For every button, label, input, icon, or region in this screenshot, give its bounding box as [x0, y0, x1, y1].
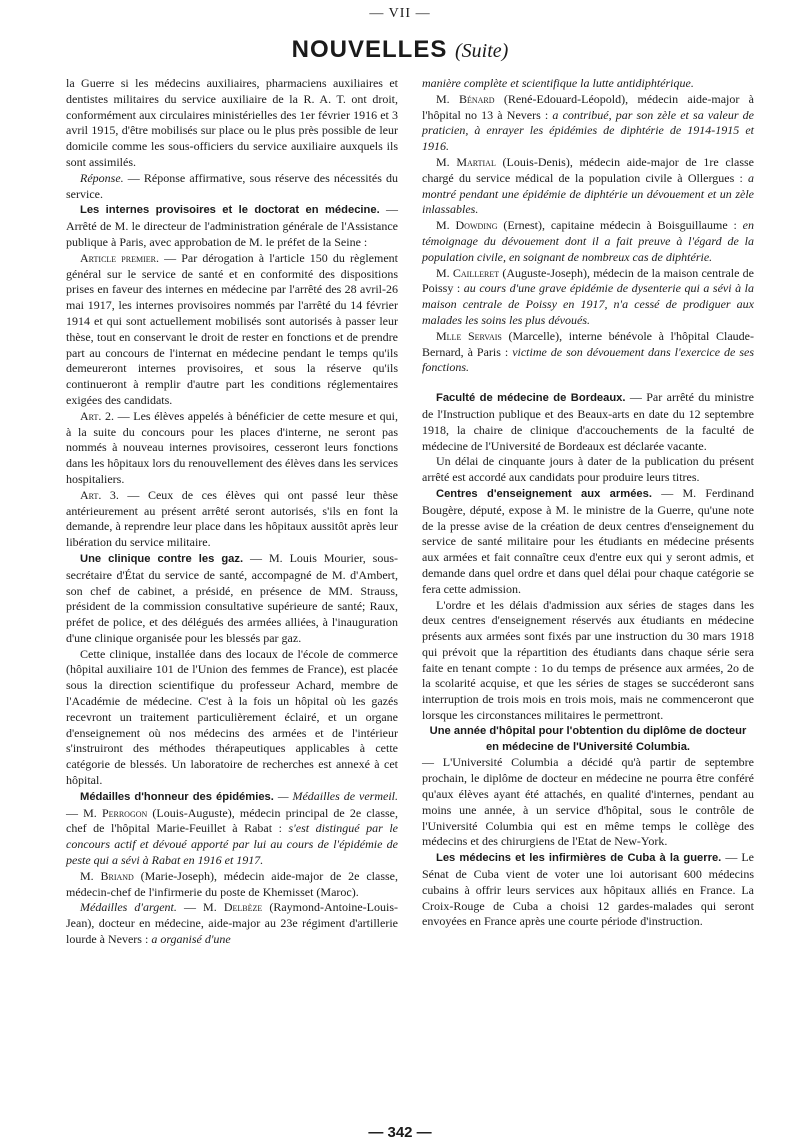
paragraph: [422, 92, 754, 155]
paragraph: [66, 869, 398, 901]
citation: a organisé d'une: [151, 932, 231, 947]
citation: au cours d'une grave épidémie de dysenterie qui a sévi à la maison centrale de Poissy en 1917, n'a cessé de prodiguer aux malades les soins les plus dévoués.: [422, 281, 755, 327]
person-name: M. Cailleret: [436, 265, 500, 280]
person-name: M. Bénard: [436, 91, 495, 106]
section-columbia-title: Une année d'hôpital pour l'obtention du diplôme de docteur en médecine de l'Université Columbia.: [429, 724, 747, 753]
section-title: Faculté de médecine de Bordeaux.: [436, 392, 626, 405]
text: (Louis-Auguste), médecin principal de 2e classe, chef de l'hôpital Marie-Feuillet à Rabat :: [66, 805, 398, 836]
section-cuba: [422, 850, 754, 930]
header-suite: (Suite): [455, 40, 509, 62]
section-text: — Arrêté de M. le directeur de l'administration générale de l'Assistance publique à Paris, avec approbation de M. le préfet de la Seine :: [66, 202, 398, 249]
section-text: — M. Ferdinand Bougère, député, expose à M. le ministre de la Guerre, qu'une note de la presse avise de la création de deux centres d'enseignement du service de santé militaire pour les étudiants en médecine présents aux armées et fait connaître ceux d'entre eux qui y seront admis, et demande dans quel ordre et dans quel délai pour chaque catégorie se fera cette admission.: [422, 485, 755, 596]
section-text: — Le Sénat de Cuba vient de voter une loi autorisant 600 médecins cubains à offrir leurs services aux hôpitaux alliés en France. La Croix-Rouge de Cuba a choisi 12 gardes-malades qui seront envoyées en France après une courte période d'instruction.: [422, 850, 755, 929]
right-column: [422, 76, 754, 930]
section-columbia-text: — L'Université Columbia a décidé qu'à partir de septembre prochain, le diplôme de docteur en médecine ne pourra être conféré qu'aux élèves ayant été attachés, en qualité d'internes, pendant au moins une année, à un service d'hôpital, sous le contrôle de l'Université Columbia qui est en même temps le collège des médecins et des chirurgiens de l'Etat de New-York.: [422, 755, 754, 849]
paragraph: Un délai de cinquante jours à dater de la publication du présent arrêté est accordé aux candidats pour produire leurs titres.: [422, 454, 754, 485]
paragraph: [422, 76, 754, 92]
article-3: [66, 488, 398, 551]
paragraph: Cette clinique, installée dans des locaux de l'école de commerce (hôpital auxiliaire 101 de l'Union des femmes de France), est placée sous la direction scientifique du professeur Achard, membre de l'Académie de médecine. C'est à la fois un hôpital où les gazés recevront un traitement particulièrement éclairé, et un organe d'enseignement où nos médecins des armées et de l'intérieur s'instruiront des méthodes thérapeutiques applicables à cette catégorie de blessés. Un laboratoire de recherches est annexé à cet hôpital.: [66, 646, 398, 788]
page-number: — 342 —: [368, 1124, 432, 1141]
person-name: Mlle Servais: [436, 328, 502, 343]
folio-roman: — VII —: [369, 6, 431, 21]
section-title: Centres d'enseignement aux armées.: [436, 487, 652, 500]
paragraph: [422, 266, 754, 329]
article-2: [66, 409, 398, 488]
text: (Auguste-Joseph), médecin de la maison centrale de Poissy :: [422, 265, 754, 296]
article-1: [66, 251, 398, 409]
citation: en témoignage du dévouement dont il a fait preuve à l'égard de la population civile, en soignant de nombreux cas de diphtérie.: [422, 218, 754, 264]
reponse-label: Réponse.: [80, 170, 124, 185]
article-label: Art. 2.: [80, 408, 115, 423]
text: (Marcelle), interne bénévole à l'hôpital Claude-Bernard, à Paris :: [422, 328, 754, 359]
paragraph: [422, 329, 754, 376]
person-name: Perrogon: [101, 805, 148, 820]
person-name: Delbèze: [223, 900, 263, 915]
header-title: NOUVELLES: [291, 36, 448, 63]
text: (Ernest), capitaine médecin à Boisguillaume :: [497, 218, 743, 233]
article-text: — Les élèves appelés à bénéficier de cette mesure et qui, à la suite du concours pour les places d'interne, ne seront pas nommés à nouveau internes provisoires, cesseront leurs fonctions dans les hôpitaux lors du renouvellement des élèves dans les services hospitaliers.: [66, 408, 398, 486]
citation: s'est distingué par le concours actif et dévoué apporté par lui au cours de l'épidémie de peste qui a sévi à Rabat en 1916 et 1917.: [66, 821, 398, 868]
paragraph: L'ordre et les délais d'admission aux séries de stages dans les deux centres d'enseignement réservés aux étudiants en médecine présents aux armées sont fixés par une instruction du 30 mars 1918 qui prévoit que la répartition des étudiants dans chaque série sera faite en tenant compte : 1o du temps de présence aux armées, 2o de la scolarité acquise, et que les séries de stages se succéderont sans interruption de trois mois en trois mois, mais ne commenceront que lorsque les circonstances militaires le permettront.: [422, 597, 754, 723]
medal-type: Médailles d'argent.: [80, 900, 177, 915]
section-text: — Par arrêté du ministre de l'Instruction publique et des Beaux-arts en date du 12 septembre 1918, la chaire de clinique d'accouchements de la faculté de médecine de l'Université de Bordeaux est déclarée vacante.: [422, 390, 754, 453]
text: (Raymond-Antoine-Louis-Jean), docteur en médecine, aide-major au 23e régiment d'artillerie lourde à Nevers :: [66, 900, 398, 947]
citation: victime de son dévouement dans l'exercice de ses fonctions.: [422, 344, 754, 375]
paragraph: [66, 171, 398, 203]
text: (René-Edouard-Léopold), médecin aide-major à l'hôpital no 13 à Nevers :: [422, 91, 755, 122]
person-name: M. Martial: [436, 154, 496, 169]
article-label: Article premier.: [80, 250, 159, 265]
section-title: Les internes provisoires et le doctorat en médecine.: [80, 204, 380, 217]
text: (Louis-Denis), médecin aide-major de 1re classe chargé du service médical de la population civile à Ollergues :: [422, 154, 754, 185]
person-name: M. Dowding: [436, 218, 498, 233]
section-text: — M. Louis Mourier, sous-secrétaire d'État du service de santé, accompagné de M. d'Ambert, son chef de cabinet, a présidé, en présence de MM. Strauss, président de la commission consultative supérieure de santé; Raux, préfet de police, et des délégués des armées alliées, à l'inauguration d'une clinique organisée pour les blessés par gaz.: [66, 550, 398, 645]
text: (Marie-Joseph), médecin aide-major de 2e classe, médecin-chef de l'infirmerie du poste de Khemisset (Maroc).: [66, 868, 398, 899]
person-name: M. Briand: [80, 868, 134, 883]
paragraph: [422, 155, 754, 218]
paragraph: [66, 900, 398, 947]
section-medailles: [66, 789, 398, 869]
section-title: Médailles d'honneur des épidémies.: [80, 790, 274, 803]
paragraph: la Guerre si les médecins auxiliaires, pharmaciens auxiliaires et dentistes militaires du service auxiliaire de la R. A. T. ont droit, conformément aux circulaires ministérielles des 1er février 1916 et 3 avril 1915, d'être mobilisés sur place ou le plus près possible de leur domicile comme les sous-officiers du service auxiliaire auxquels ils sont assimilés.: [66, 76, 398, 169]
section-title: Les médecins et les infirmières de Cuba à la guerre.: [436, 852, 722, 865]
text: — M.: [66, 805, 102, 820]
citation: manière complète et scientifique la lutte antidiphtérique.: [422, 76, 694, 90]
medal-type: — Médailles de vermeil.: [273, 788, 398, 803]
left-column: [66, 76, 398, 948]
paragraph: [422, 218, 754, 265]
section-bordeaux: [422, 390, 754, 454]
section-centres: [422, 486, 754, 598]
article-text: — Par dérogation à l'article 150 du règlement général sur le service de santé et en conformité des dispositions prises en faveur des internes en médecine par l'arrêté des 28 avril-26 mai 1917, les internes provisoires nommés par l'arrêté du 14 février 1914 et qui sont actuellement mobilisés sont autorisés à passer leur thèse, tout en conservant le droit de rester en fonctions et de prendre part au concours de l'internat en médecine pendant le temps qu'ils demeureront internes provisoires, et sous la réserve qu'ils continueront à remplir d'autre part les conditions réglementaires exigées des candidats.: [66, 250, 399, 407]
article-label: Art. 3.: [80, 487, 119, 502]
page-header: [0, 38, 800, 62]
section-internes: [66, 202, 398, 250]
article-text: — Ceux de ces élèves qui ont passé leur thèse antérieurement au présent arrêté seront autorisés, s'ils en font la demande, à reprendre leur place dans les hôpitaux aussitôt après leur libération du service militaire.: [66, 487, 398, 550]
section-title: Une clinique contre les gaz.: [80, 552, 244, 565]
paragraph-text: — Réponse affirmative, sous réserve des nécessités du service.: [66, 170, 398, 201]
citation: a montré pendant une épidémie de diphtérie un dévouement et un zèle inlassables.: [422, 170, 754, 217]
section-clinique-gaz: [66, 551, 398, 647]
text: — M.: [176, 900, 224, 915]
citation: a contribué, par son zèle et sa valeur de praticien, à enrayer les épidémies de diphtérie de 1914-1915 et 1916.: [422, 107, 754, 154]
